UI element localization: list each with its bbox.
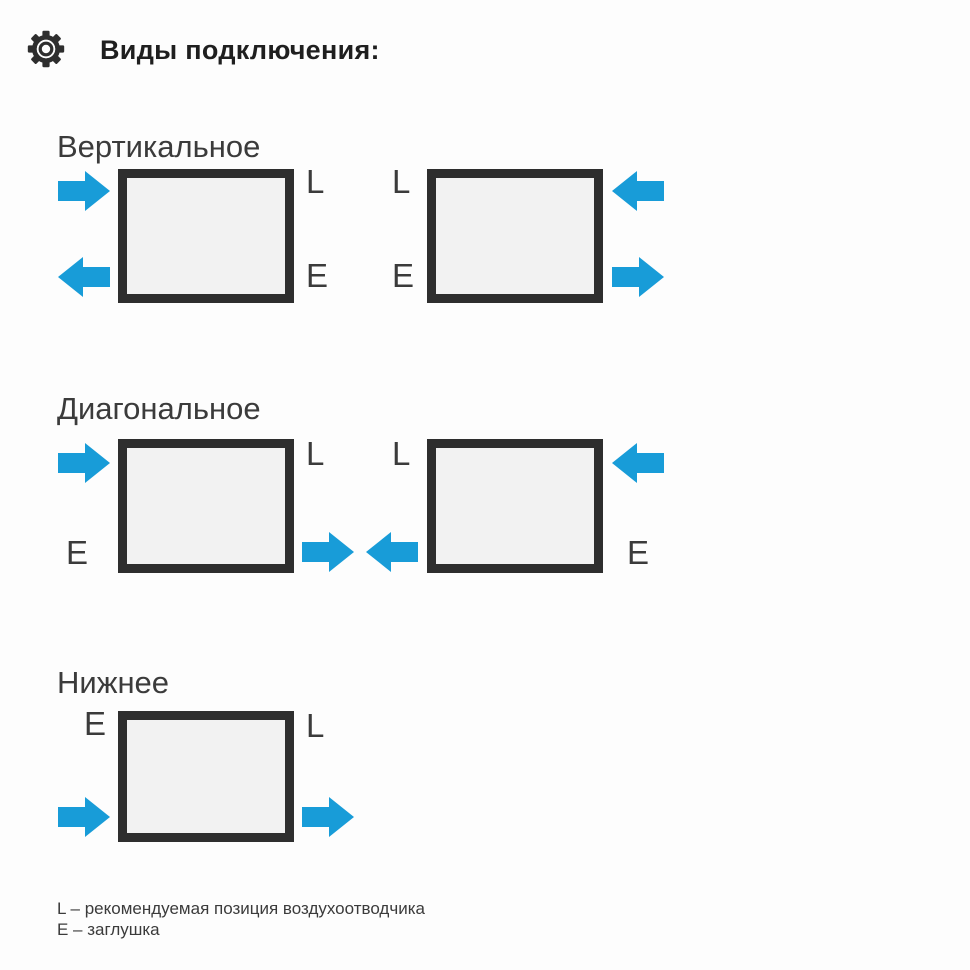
flow-out-arrow-icon bbox=[58, 255, 110, 299]
radiator-box bbox=[118, 439, 294, 573]
radiator-box bbox=[118, 169, 294, 303]
radiator-box bbox=[427, 169, 603, 303]
air-vent-label: L bbox=[306, 435, 325, 472]
flow-out-arrow-icon bbox=[302, 530, 354, 574]
section-title-vertical: Вертикальное bbox=[57, 129, 261, 164]
radiator-box bbox=[427, 439, 603, 573]
flow-in-arrow-icon bbox=[58, 169, 110, 213]
flow-out-arrow-icon bbox=[302, 795, 354, 839]
plug-label: E bbox=[84, 705, 107, 742]
air-vent-label: L bbox=[306, 163, 325, 200]
gear-icon bbox=[26, 29, 66, 69]
air-vent-label: L bbox=[392, 435, 411, 472]
section-title-bottom: Нижнее bbox=[57, 665, 170, 700]
legend-air-vent: L – рекомендуемая позиция воздухоотводчика bbox=[57, 899, 425, 918]
plug-label: E bbox=[392, 257, 415, 294]
section-title-diagonal: Диагональное bbox=[57, 391, 261, 426]
flow-out-arrow-icon bbox=[612, 255, 664, 299]
air-vent-label: L bbox=[306, 707, 325, 744]
flow-out-arrow-icon bbox=[366, 530, 418, 574]
page-title: Виды подключения: bbox=[100, 35, 380, 65]
plug-label: E bbox=[627, 534, 650, 571]
air-vent-label: L bbox=[392, 163, 411, 200]
flow-in-arrow-icon bbox=[612, 169, 664, 213]
flow-in-arrow-icon bbox=[612, 441, 664, 485]
legend-plug: E – заглушка bbox=[57, 920, 160, 939]
plug-label: E bbox=[306, 257, 329, 294]
flow-in-arrow-icon bbox=[58, 795, 110, 839]
flow-in-arrow-icon bbox=[58, 441, 110, 485]
radiator-box bbox=[118, 711, 294, 842]
plug-label: E bbox=[66, 534, 89, 571]
